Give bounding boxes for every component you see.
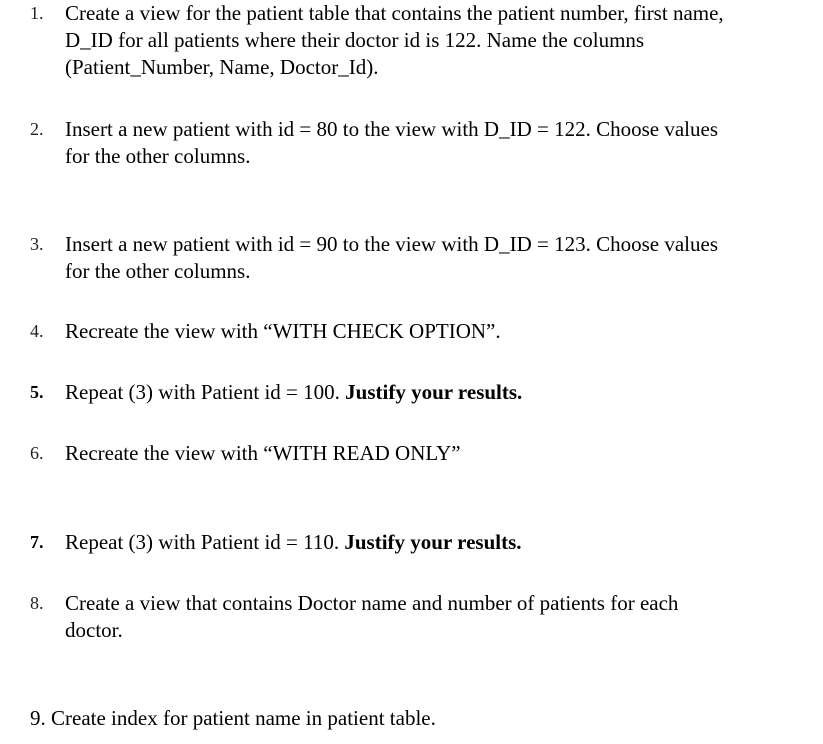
- item-text: [65, 0, 817, 81]
- item-line: Create a view for the patient table that contains the patient number, first name,: [65, 1, 724, 25]
- item-line: for the other columns.: [65, 259, 251, 283]
- item-line: D_ID for all patients where their doctor id is 122. Name the columns: [65, 28, 645, 52]
- item-text: [65, 231, 817, 285]
- item-text: [65, 116, 817, 170]
- item-text: [65, 440, 817, 467]
- item-line: doctor.: [65, 618, 123, 642]
- item-line: Insert a new patient with id = 80 to the view with D_ID = 122. Choose values: [65, 117, 718, 141]
- item-text: [65, 379, 817, 406]
- item-line: Create a view that contains Doctor name and number of patients for each: [65, 591, 679, 615]
- item-line: Insert a new patient with id = 90 to the view with D_ID = 123. Choose values: [65, 232, 718, 256]
- item-text-plain: Repeat (3) with Patient id = 100.: [65, 380, 340, 404]
- item-line: (Patient_Number, Name, Doctor_Id).: [65, 55, 379, 79]
- item-text: Create index for patient name in patient table.: [51, 706, 436, 730]
- item-number: 5.: [30, 382, 44, 402]
- item-number: 7.: [30, 532, 44, 552]
- item-text-bold: Justify your results.: [345, 380, 523, 404]
- item-number: 8.: [30, 593, 44, 613]
- item-text-plain: Repeat (3) with Patient id = 110.: [65, 530, 340, 554]
- item-number: 3.: [30, 234, 44, 254]
- item-text: [65, 318, 817, 345]
- item-number: 2.: [30, 119, 44, 139]
- task-item-9: [30, 705, 436, 732]
- item-number: 6.: [30, 443, 44, 463]
- item-line: Recreate the view with “WITH CHECK OPTION”.: [65, 319, 501, 343]
- item-text: [65, 529, 817, 556]
- item-number: 1.: [30, 3, 44, 23]
- item-text: [65, 590, 817, 644]
- item-line: for the other columns.: [65, 144, 251, 168]
- item-text-bold: Justify your results.: [344, 530, 522, 554]
- item-number: 9.: [30, 706, 46, 730]
- item-number: 4.: [30, 321, 44, 341]
- item-line: Recreate the view with “WITH READ ONLY”: [65, 441, 461, 465]
